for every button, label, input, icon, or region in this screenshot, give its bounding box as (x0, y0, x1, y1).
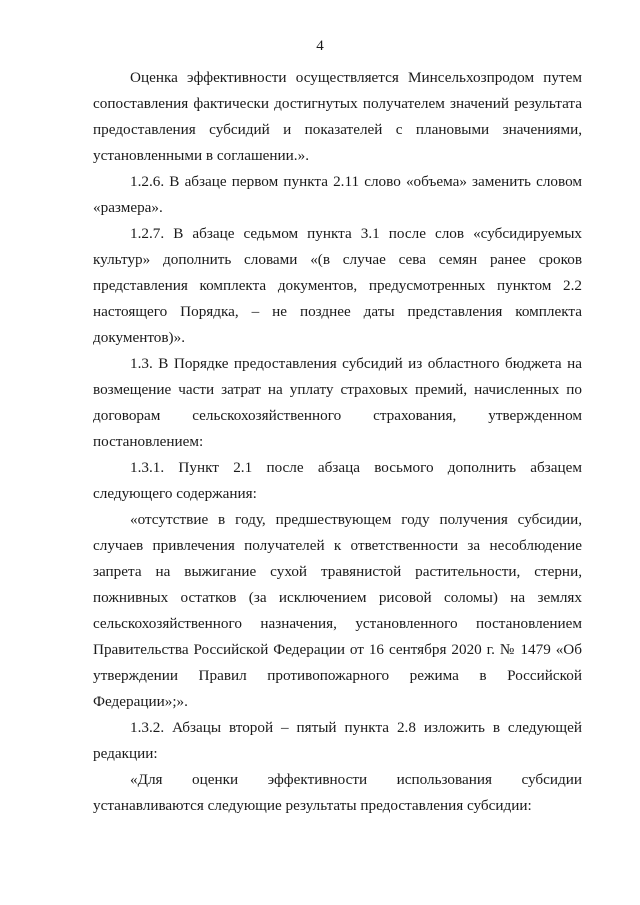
paragraph (93, 507, 582, 715)
text-line: Правительства Российской Федерации от 16 сентября 2020 г. № 1479 «Об (93, 641, 582, 658)
text-line: документов)». (93, 329, 186, 346)
text-line: договорам сельскохозяйственного страхования, утвержденном (93, 407, 582, 424)
text-line: настоящего Порядка, – не позднее даты представления комплекта (93, 303, 582, 320)
text-line: Оценка эффективности осуществляется Минсельхозпродом путем (130, 69, 582, 86)
document-body (93, 65, 582, 819)
text-line: «размера». (93, 199, 163, 216)
text-line: редакции: (93, 745, 158, 762)
text-line: 1.3.2. Абзацы второй – пятый пункта 2.8 изложить в следующей (130, 719, 582, 736)
text-line: утверждении Правил противопожарного режима в Российской (93, 667, 582, 684)
text-line: «Для оценки эффективности использования субсидии (130, 771, 582, 788)
page-number: 4 (316, 38, 324, 54)
paragraph (93, 169, 582, 221)
text-line: культур» дополнить словами «(в случае сева семян ранее сроков (93, 251, 582, 268)
paragraph (93, 221, 582, 351)
text-line: предоставления субсидий и показателей с плановыми значениями, (93, 121, 582, 138)
text-line: 1.2.6. В абзаце первом пункта 2.11 слово «объема» заменить словом (130, 173, 582, 190)
paragraph (93, 351, 582, 455)
text-line: представления комплекта документов, предусмотренных пунктом 2.2 (93, 277, 582, 294)
text-line: сопоставления фактически достигнутых получателем значений результата (93, 95, 582, 112)
text-line: случаев привлечения получателей к ответственности за несоблюдение (93, 537, 582, 554)
text-line: постановлением: (93, 433, 204, 450)
text-line: 1.2.7. В абзаце седьмом пункта 3.1 после слов «субсидируемых (130, 225, 582, 242)
text-line: 1.3. В Порядке предоставления субсидий из областного бюджета на (130, 355, 582, 372)
paragraph (93, 767, 582, 819)
text-line: возмещение части затрат на уплату страховых премий, начисленных по (93, 381, 582, 398)
text-line: устанавливаются следующие результаты предоставления субсидии: (93, 797, 532, 814)
text-line: сельскохозяйственного назначения, установленного постановлением (93, 615, 582, 632)
paragraph (93, 455, 582, 507)
text-line: Федерации»;». (93, 693, 188, 710)
text-line: «отсутствие в году, предшествующем году получения субсидии, (130, 511, 582, 528)
text-line: установленными в соглашении.». (93, 147, 309, 164)
text-line: пожнивных остатков (за исключением рисовой соломы) на землях (93, 589, 582, 606)
text-line: 1.3.1. Пункт 2.1 после абзаца восьмого дополнить абзацем (130, 459, 582, 476)
paragraph (93, 65, 582, 169)
paragraph (93, 715, 582, 767)
text-line: следующего содержания: (93, 485, 257, 502)
text-line: запрета на выжигание сухой травянистой растительности, стерни, (93, 563, 582, 580)
